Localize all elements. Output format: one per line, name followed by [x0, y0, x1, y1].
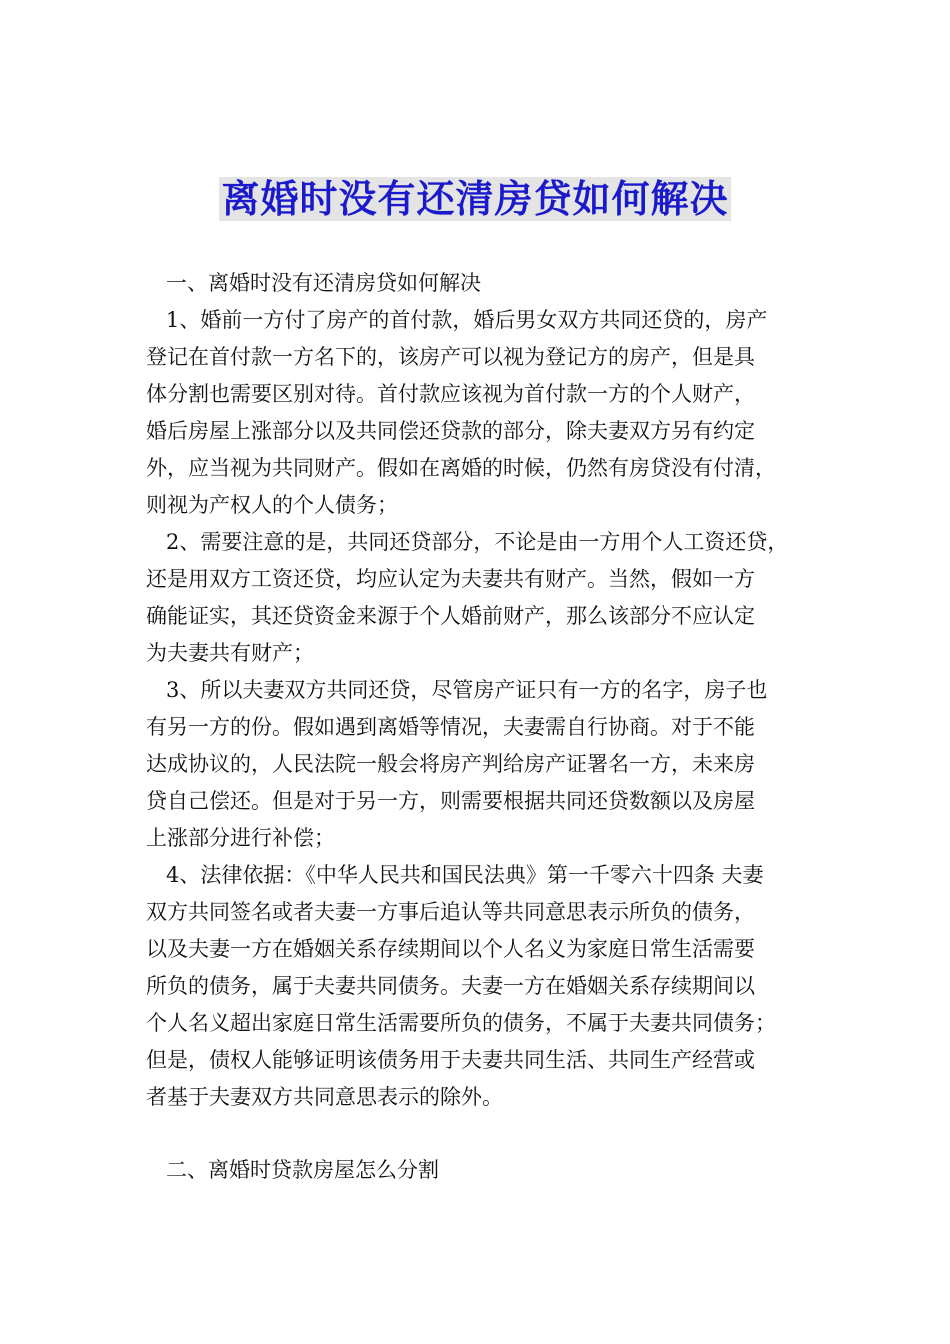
paragraph-line: 4、法律依据：《中华人民共和国民法典》第一千零六十四条 夫妻 — [166, 863, 764, 887]
paragraph-line: 婚后房屋上涨部分以及共同偿还贷款的部分，除夫妻双方另有约定 — [146, 419, 755, 443]
section-1-heading: 一、离婚时没有还清房贷如何解决 — [166, 271, 481, 295]
section-2-heading: 二、离婚时贷款房屋怎么分割 — [166, 1158, 439, 1182]
paragraph-line: 以及夫妻一方在婚姻关系存续期间以个人名义为家庭日常生活需要 — [146, 937, 755, 961]
paragraph-line: 1、婚前一方付了房产的首付款，婚后男女双方共同还贷的，房产 — [166, 308, 768, 332]
document-title-text: 离婚时没有还清房贷如何解决 — [221, 177, 729, 221]
paragraph-line: 贷自己偿还。但是对于另一方，则需要根据共同还贷数额以及房屋 — [146, 789, 755, 813]
paragraph-line: 有另一方的份。假如遇到离婚等情况，夫妻需自行协商。对于不能 — [146, 715, 755, 739]
paragraph-line: 个人名义超出家庭日常生活需要所负的债务，不属于夫妻共同债务； — [146, 1011, 776, 1035]
paragraph-3 — [146, 672, 818, 857]
document-body — [146, 265, 818, 1189]
paragraph-line: 达成协议的，人民法院一般会将房产判给房产证署名一方，未来房 — [146, 752, 755, 776]
paragraph-line: 确能证实，其还贷资金来源于个人婚前财产，那么该部分不应认定 — [146, 604, 755, 628]
paragraph-line: 2、需要注意的是，共同还贷部分，不论是由一方用个人工资还贷， — [166, 530, 789, 554]
paragraph-line: 为夫妻共有财产； — [146, 641, 314, 665]
paragraph-line: 则视为产权人的个人债务； — [146, 493, 398, 517]
paragraph-4 — [146, 857, 818, 1116]
paragraph-line: 双方共同签名或者夫妻一方事后追认等共同意思表示所负的债务， — [146, 900, 755, 924]
paragraph-2 — [146, 524, 818, 672]
paragraph-line: 但是，债权人能够证明该债务用于夫妻共同生活、共同生产经营或 — [146, 1048, 755, 1072]
paragraph-line: 3、所以夫妻双方共同还贷，尽管房产证只有一方的名字，房子也 — [166, 678, 768, 702]
document-title — [0, 172, 950, 226]
paragraph-line: 登记在首付款一方名下的，该房产可以视为登记方的房产，但是具 — [146, 345, 755, 369]
paragraph-1 — [146, 302, 818, 524]
paragraph-line: 还是用双方工资还贷，均应认定为夫妻共有财产。当然，假如一方 — [146, 567, 755, 591]
section-spacer — [146, 1116, 818, 1152]
paragraph-line: 上涨部分进行补偿； — [146, 826, 335, 850]
paragraph-line: 所负的债务，属于夫妻共同债务。夫妻一方在婚姻关系存续期间以 — [146, 974, 755, 998]
paragraph-line: 体分割也需要区别对待。首付款应该视为首付款一方的个人财产， — [146, 382, 755, 406]
paragraph-line: 外，应当视为共同财产。假如在离婚的时候，仍然有房贷没有付清， — [146, 456, 776, 480]
paragraph-line: 者基于夫妻双方共同意思表示的除外。 — [146, 1085, 503, 1109]
